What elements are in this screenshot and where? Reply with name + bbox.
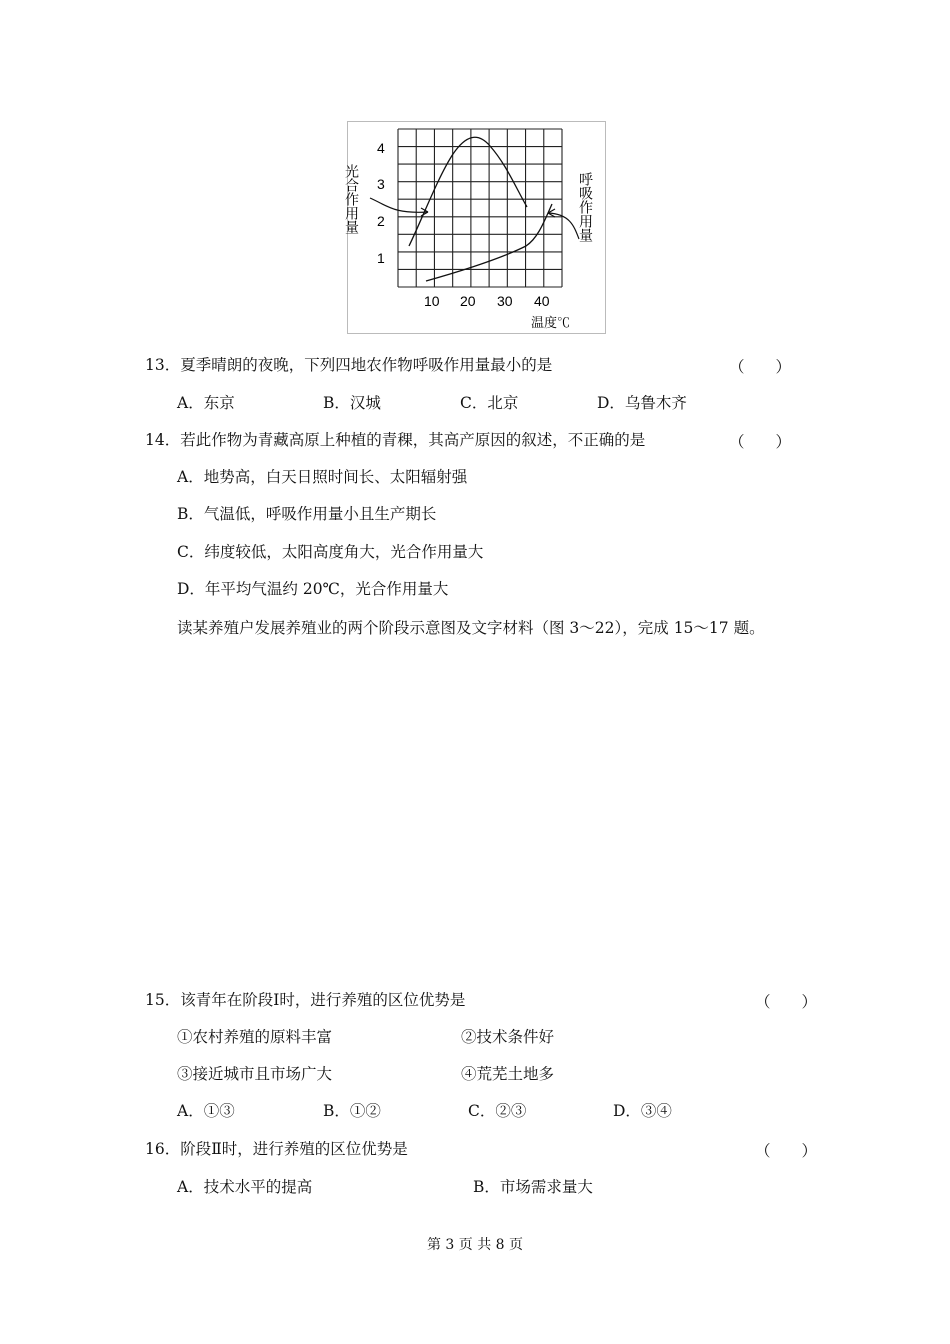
left-tick-3: 3 xyxy=(377,176,385,192)
q13-option-b: B．汉城 xyxy=(323,394,381,412)
q13-stem: 13．夏季晴朗的夜晚，下列四地农作物呼吸作用量最小的是 xyxy=(145,356,553,374)
q15-statement-3: ③接近城市且市场广大 xyxy=(177,1065,333,1083)
q16-option-b: B．市场需求量大 xyxy=(473,1178,593,1196)
q13-option-c: C．北京 xyxy=(460,394,519,412)
photosynthesis-curve xyxy=(409,137,527,246)
q16-option-a: A．技术水平的提高 xyxy=(177,1178,313,1196)
q13-option-d: D．乌鲁木齐 xyxy=(597,394,687,412)
right-axis-label: 呼吸作用量 xyxy=(578,172,594,242)
left-tick-4: 4 xyxy=(377,140,385,156)
bottom-tick-30: 30 xyxy=(497,293,513,309)
q16-answer-paren[interactable]: （ ） xyxy=(755,1142,818,1160)
page-footer: 第 3 页 共 8 页 xyxy=(426,1237,524,1253)
q13-option-a: A．东京 xyxy=(177,394,235,412)
q15-statement-4: ④荒芜土地多 xyxy=(461,1065,555,1083)
q15-stem: 15．该青年在阶段Ⅰ时，进行养殖的区位优势是 xyxy=(145,991,466,1009)
left-tick-2: 2 xyxy=(377,213,385,229)
q15-option-b: B．①② xyxy=(323,1102,381,1120)
q15-statement-1: ①农村养殖的原料丰富 xyxy=(177,1028,333,1046)
left-pointer-arrow xyxy=(370,198,428,212)
figure-grid xyxy=(398,129,562,287)
q15-option-c: C．②③ xyxy=(468,1102,527,1120)
bottom-tick-10: 10 xyxy=(424,293,440,309)
left-tick-1: 1 xyxy=(377,250,385,266)
q14-option-b: B．气温低，呼吸作用量小且生产期长 xyxy=(177,505,437,523)
left-axis-label: 光合作用量 xyxy=(344,164,360,234)
q15-option-d: D．③④ xyxy=(613,1102,672,1120)
q15-option-a: A．①③ xyxy=(177,1102,235,1120)
q15-answer-paren[interactable]: （ ） xyxy=(755,993,818,1011)
photosynthesis-respiration-figure xyxy=(344,121,606,334)
q15-statement-2: ②技术条件好 xyxy=(461,1028,555,1046)
materials-intro: 读某养殖户发展养殖业的两个阶段示意图及文字材料（图 3～22），完成 15～17 题。 xyxy=(177,619,765,637)
x-axis-label: 温度℃ xyxy=(531,315,571,330)
figure-graph xyxy=(344,122,605,333)
q14-option-c: C．纬度较低，太阳高度角大，光合作用量大 xyxy=(177,543,484,561)
q14-option-d: D．年平均气温约 20℃，光合作用量大 xyxy=(177,580,449,598)
q14-option-a: A．地势高，白天日照时间长、太阳辐射强 xyxy=(177,468,468,486)
q13-answer-paren[interactable]: （ ） xyxy=(729,358,792,376)
bottom-tick-20: 20 xyxy=(460,293,476,309)
bottom-tick-40: 40 xyxy=(534,293,550,309)
q14-stem: 14．若此作物为青藏高原上种植的青稞，其高产原因的叙述，不正确的是 xyxy=(145,431,646,449)
q16-stem: 16．阶段Ⅱ时，进行养殖的区位优势是 xyxy=(145,1140,408,1158)
q14-answer-paren[interactable]: （ ） xyxy=(729,433,792,451)
